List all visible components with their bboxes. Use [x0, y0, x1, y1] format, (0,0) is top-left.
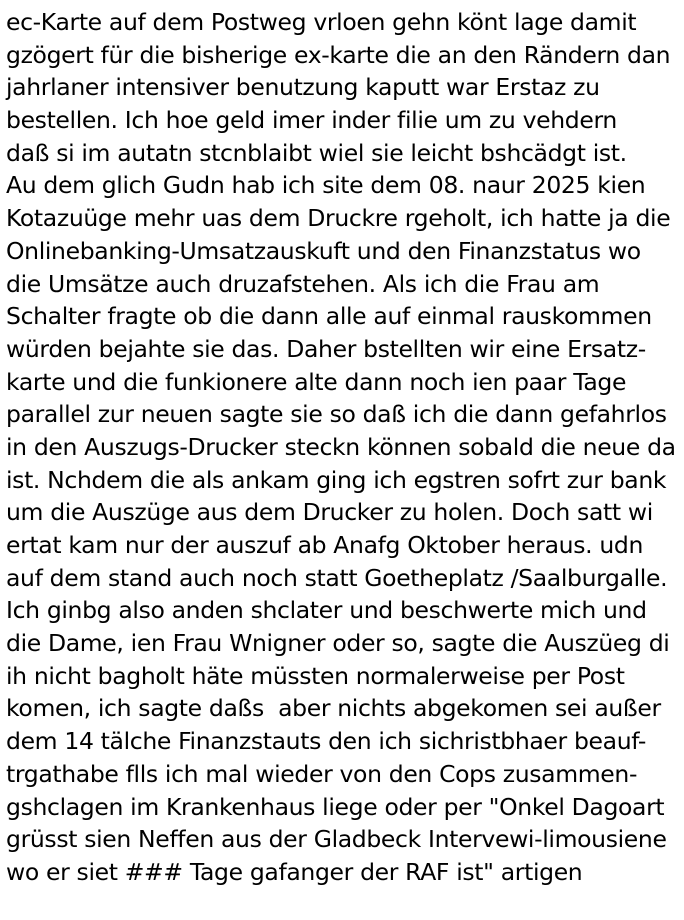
text-line: komen, ich sagte daßs aber nichts abgekomen sei außer [6, 694, 661, 723]
text-line: die Dame, ien Frau Wnigner oder so, sagte die Auszüeg di [6, 629, 670, 658]
text-line: gshclagen im Krankenhaus liege oder per "Onkel Dagoart [6, 792, 665, 821]
text-line: ertat kam nur der auszuf ab Anafg Oktober heraus. udn [6, 531, 643, 559]
text-line: trgathabe flls ich mal wieder von den Cops zusammen- [6, 759, 638, 788]
text-line: Schalter fragte ob die dann alle auf einmal rauskommen [6, 302, 652, 331]
text-line: ih nicht bagholt häte müssten normalerweise per Post [6, 661, 625, 690]
text-line: parallel zur neuen sagte sie so daß ich die dann gefahrlos [6, 400, 667, 429]
text-line: Ich ginbg also anden shclater und beschwerte mich und [6, 596, 647, 625]
text-line: gzögert für die bisherige ex-karte die an den Rändern dan [6, 40, 671, 69]
text-line: grüsst sien Neffen aus der Gladbeck Intervewi-limousiene [6, 825, 667, 854]
text-line: bestellen. Ich hoe geld imer inder filie um zu vehdern [6, 106, 617, 135]
text-line: Kotazuüge mehr uas dem Druckre rgeholt, ich hatte ja die [6, 204, 671, 233]
document-page [6, 6, 682, 918]
text-line: um die Auszüge aus dem Drucker zu holen. Doch satt wi [6, 498, 653, 527]
text-line: Au dem glich Gudn hab ich site dem 08. naur 2025 kien [6, 171, 646, 200]
text-line: in den Auszugs-Drucker steckn können sobald die neue da [6, 432, 676, 461]
text-line: karte und die funkionere alte dann noch ien paar Tage [6, 367, 627, 396]
text-line: daß si im autatn stcnblaibt wiel sie leicht bshcädgt ist. [6, 138, 627, 167]
text-line: wo er siet ### Tage gafanger der RAF ist" artigen [6, 857, 583, 886]
text-line: ist. Nchdem die als ankam ging ich egstren sofrt zur bank [6, 465, 667, 494]
text-line: die Umsätze auch druzafstehen. Als ich die Frau am [6, 269, 600, 298]
text-line: ec-Karte auf dem Postweg vrloen gehn könt lage damit [6, 8, 637, 36]
text-line: dem 14 tälche Finanzstauts den ich sichristbhaer beauf- [6, 727, 647, 756]
text-line: jahrlaner intensiver benutzung kaputt war Erstaz zu [6, 73, 600, 102]
text-line: Onlinebanking-Umsatzauskuft und den Finanzstatus wo [6, 236, 641, 265]
text-line: auf dem stand auch noch statt Goetheplatz /Saalburgalle. [6, 563, 668, 592]
text-line: würden bejahte sie das. Daher bstellten wir eine Ersatz- [6, 334, 646, 363]
